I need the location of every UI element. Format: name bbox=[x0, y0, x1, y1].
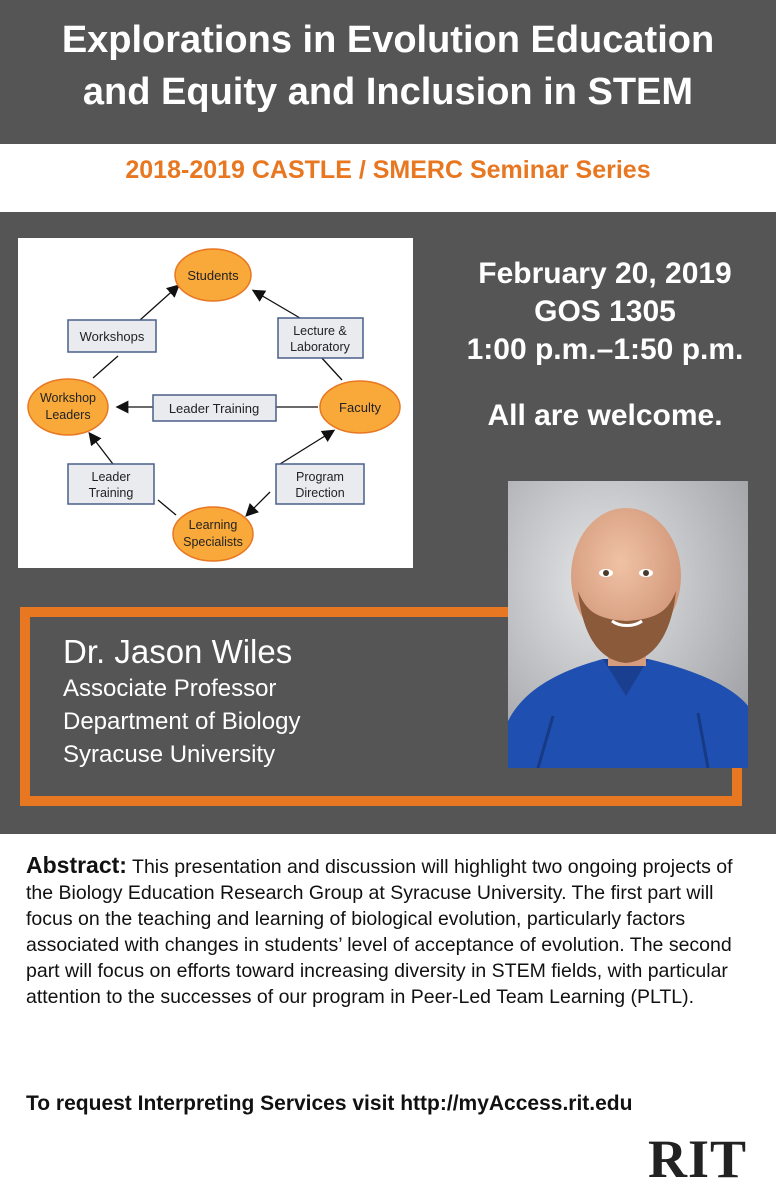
svg-text:Specialists: Specialists bbox=[183, 535, 243, 549]
box-leader-training-center bbox=[153, 395, 276, 421]
node-faculty bbox=[320, 381, 400, 433]
node-workshop-leaders bbox=[28, 379, 108, 435]
event-details bbox=[440, 255, 770, 435]
interpreting-services-notice: To request Interpreting Services visit http://myAccess.rit.edu bbox=[26, 1092, 633, 1115]
svg-text:Program: Program bbox=[296, 470, 344, 484]
event-date: February 20, 2019 bbox=[478, 257, 732, 290]
node-learning-specialists bbox=[173, 507, 253, 561]
speaker-frame-bottom bbox=[20, 796, 742, 806]
rit-logo: RIT bbox=[648, 1129, 748, 1189]
svg-text:Direction: Direction bbox=[295, 486, 345, 500]
welcome-text: All are welcome. bbox=[487, 399, 723, 432]
speaker-frame-right bbox=[732, 768, 742, 806]
abstract-label: Abstract: bbox=[26, 852, 127, 878]
svg-text:Leaders: Leaders bbox=[45, 408, 91, 422]
svg-text:Workshop: Workshop bbox=[39, 391, 97, 405]
node-students bbox=[175, 249, 251, 301]
svg-text:Leader: Leader bbox=[91, 470, 131, 484]
diagram-svg bbox=[18, 238, 413, 568]
svg-text:Lecture &: Lecture & bbox=[293, 324, 347, 338]
svg-text:Workshops: Workshops bbox=[79, 329, 145, 344]
speaker-frame-left bbox=[20, 607, 30, 806]
box-workshops bbox=[68, 320, 156, 352]
speaker-title: Associate Professor bbox=[63, 675, 277, 702]
box-leader-training bbox=[68, 464, 154, 504]
title-line-2: and Equity and Inclusion in STEM bbox=[82, 71, 694, 113]
speaker-department: Department of Biology bbox=[63, 708, 301, 735]
event-room: GOS 1305 bbox=[534, 295, 676, 328]
abstract bbox=[26, 852, 756, 1010]
speaker-photo bbox=[508, 481, 748, 768]
speaker-frame-top bbox=[20, 607, 508, 617]
title-line-1: Explorations in Evolution Education bbox=[61, 19, 715, 61]
abstract-text: This presentation and discussion will highlight two ongoing projects of the Biology Education Research Group at Syracuse University. The first part will focus on the teaching and learning of biological evolution, particularly factors associated with changes in students’ level of acceptance of evolution. The second part will focus on efforts toward increasing diversity in STEM fields, with particular attention to the successes of our program in Peer-Led Team Learning (PLTL). bbox=[26, 856, 733, 1008]
svg-text:Learning: Learning bbox=[188, 518, 238, 532]
speaker-info bbox=[63, 632, 300, 771]
header-banner bbox=[0, 0, 776, 144]
event-time: 1:00 p.m.–1:50 p.m. bbox=[466, 333, 744, 366]
box-lecture-laboratory bbox=[278, 318, 363, 358]
seminar-series: 2018-2019 CASTLE / SMERC Seminar Series bbox=[125, 156, 651, 184]
pltl-diagram bbox=[18, 238, 413, 568]
svg-text:Faculty: Faculty bbox=[339, 400, 381, 415]
svg-text:Training: Training bbox=[88, 486, 134, 500]
svg-text:Leader Training: Leader Training bbox=[168, 401, 260, 416]
box-program-direction bbox=[276, 464, 364, 504]
speaker-name: Dr. Jason Wiles bbox=[63, 633, 293, 670]
svg-text:Laboratory: Laboratory bbox=[290, 340, 350, 354]
speaker-university: Syracuse University bbox=[63, 741, 276, 768]
node-students-label: Students bbox=[187, 268, 239, 283]
